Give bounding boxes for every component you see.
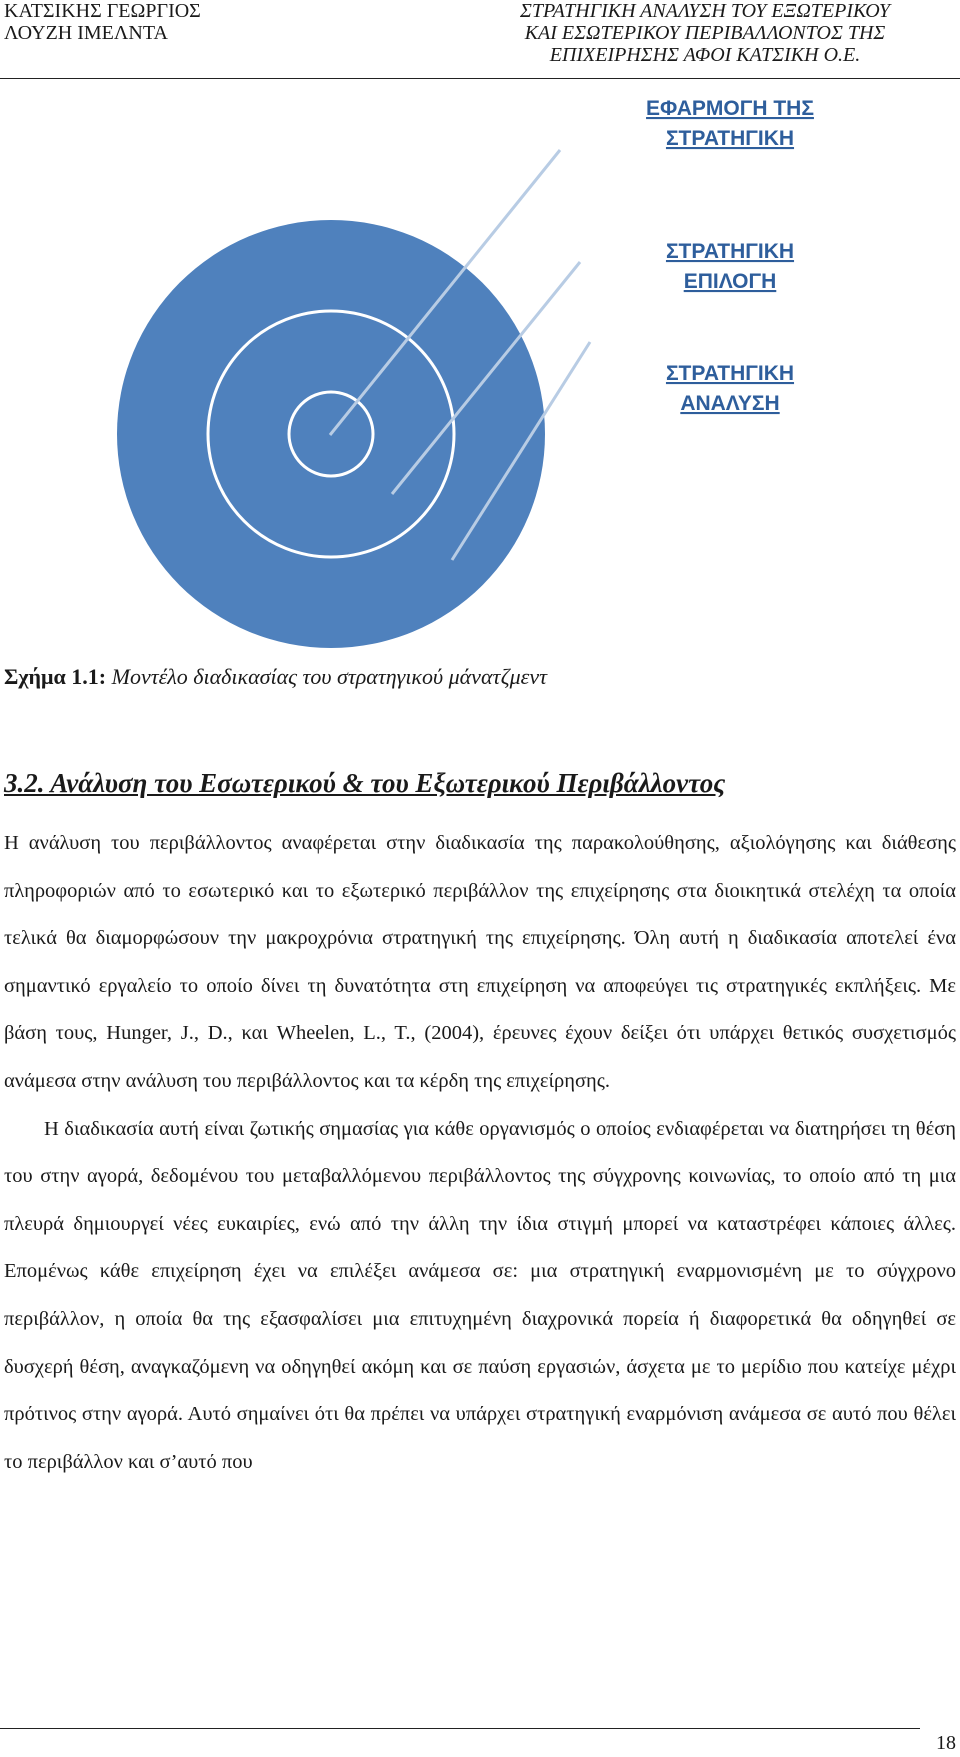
label-implementation-line1: ΕΦΑΡΜΟΓΗ ΤΗΣ [646,97,814,120]
section-heading: 3.2. Ανάλυση του Εσωτερικού & του Εξωτερικού Περιβάλλοντος [4,768,726,798]
label-choice-line1: ΣΤΡΑΤΗΓΙΚΗ [665,240,795,263]
header-title-line-3: ΕΠΙΧΕΙΡΗΣΗΣ ΑΦΟΙ ΚΑΤΣΙΚΗ Ο.Ε. [549,44,861,66]
header-right [470,0,940,66]
label-analysis-line2: ΑΝΑΛΥΣΗ [680,392,780,415]
header-left [4,0,201,44]
caption-text: Μοντέλο διαδικασίας του στρατηγικού μάνατζμεντ [106,664,547,689]
footer-rule [0,1728,920,1729]
header-rule [0,78,960,79]
header-title-line-2: ΚΑΙ ΕΣΩΤΕΡΙΚΟΥ ΠΕΡΙΒΑΛΛΟΝΤΟΣ ΤΗΣ [524,22,886,44]
label-implementation-line2: ΣΤΡΑΤΗΓΙΚΗ [665,127,795,150]
header-title-line-1: ΣΤΡΑΤΗΓΙΚΗ ΑΝΑΛΥΣΗ ΤΟΥ ΕΞΩΤΕΡΙΚΟΥ [520,0,890,22]
paragraph-2: Η διαδικασία αυτή είναι ζωτικής σημασίας για κάθε οργανισμός ο οποίος ενδιαφέρεται να διατηρήσει τη θέση του στην αγορά, δεδομένου του μεταβαλλόμενου περιβάλλοντος της σύγχρονης κοινωνίας, το οποίο από τη μια πλευρά δημιουργεί νέες ευκαιρίες, ενώ από την άλλη την ίδια στιγμή μπορεί να καταστρέφει κάποιες άλλες. Επομένως κάθε επιχείρηση έχει να επιλέξει ανάμεσα σε: μια στρατηγική εναρμονισμένη με το σύγχρονο περιβάλλον, η οποία θα της εξασφαλίσει μια επιτυχημένη διαχρονικά πορεία ή διαφορετικά θα οδηγηθεί σε δυσχερή θέση, αναγκαζόμενη να οδηγηθεί ακόμη και σε παύση εργασιών, άσχετα με το μερίδιο που κατείχε μέχρι πρότινος στην αγορά. Αυτό σημαίνει ότι θα πρέπει να υπάρχει στρατηγική εναρμόνιση ανάμεσα σε αυτό που θέλει το περιβάλλον και σ’αυτό που [4,1117,956,1473]
label-choice-line2: ΕΠΙΛΟΓΗ [683,270,777,293]
paragraph-1: Η ανάλυση του περιβάλλοντος αναφέρεται στην διαδικασία της παρακολούθησης, αξιολόγησης και διάθεσης πληροφοριών από το εσωτερικό και το εξωτερικό περιβάλλον της επιχείρησης στα διοικητικά στελέχη τα οποία τελικά θα διαμορφώσουν την μακροχρόνια στρατηγική της επιχείρησης. Όλη αυτή η διαδικασία αποτελεί ένα σημαντικό εργαλείο το οποίο δίνει τη δυνατότητα στη επιχείρηση να αποφεύγει τις στρατηγικές εκπλήξεις. Με βάση τους, Hunger, J., D., και Wheelen, L., T., (2004), έρευνες έχουν δείξει ότι υπάρχει θετικός συσχετισμός ανάμεσα στην ανάλυση του περιβάλλοντος και τα κέρδη της επιχείρησης. [4,832,956,1092]
figure-caption [4,664,547,690]
strategy-process-diagram [0,80,960,660]
header-author-2: ΛΟΥΖΗ ΙΜΕΛΝΤΑ [4,22,168,44]
header-author-1: ΚΑΤΣΙΚΗΣ ΓΕΩΡΓΙΟΣ [4,0,201,22]
caption-label: Σχήμα 1.1: [4,664,107,689]
page-number: 18 [936,1732,956,1754]
label-analysis-line1: ΣΤΡΑΤΗΓΙΚΗ [665,362,795,385]
body-text [4,820,956,1486]
